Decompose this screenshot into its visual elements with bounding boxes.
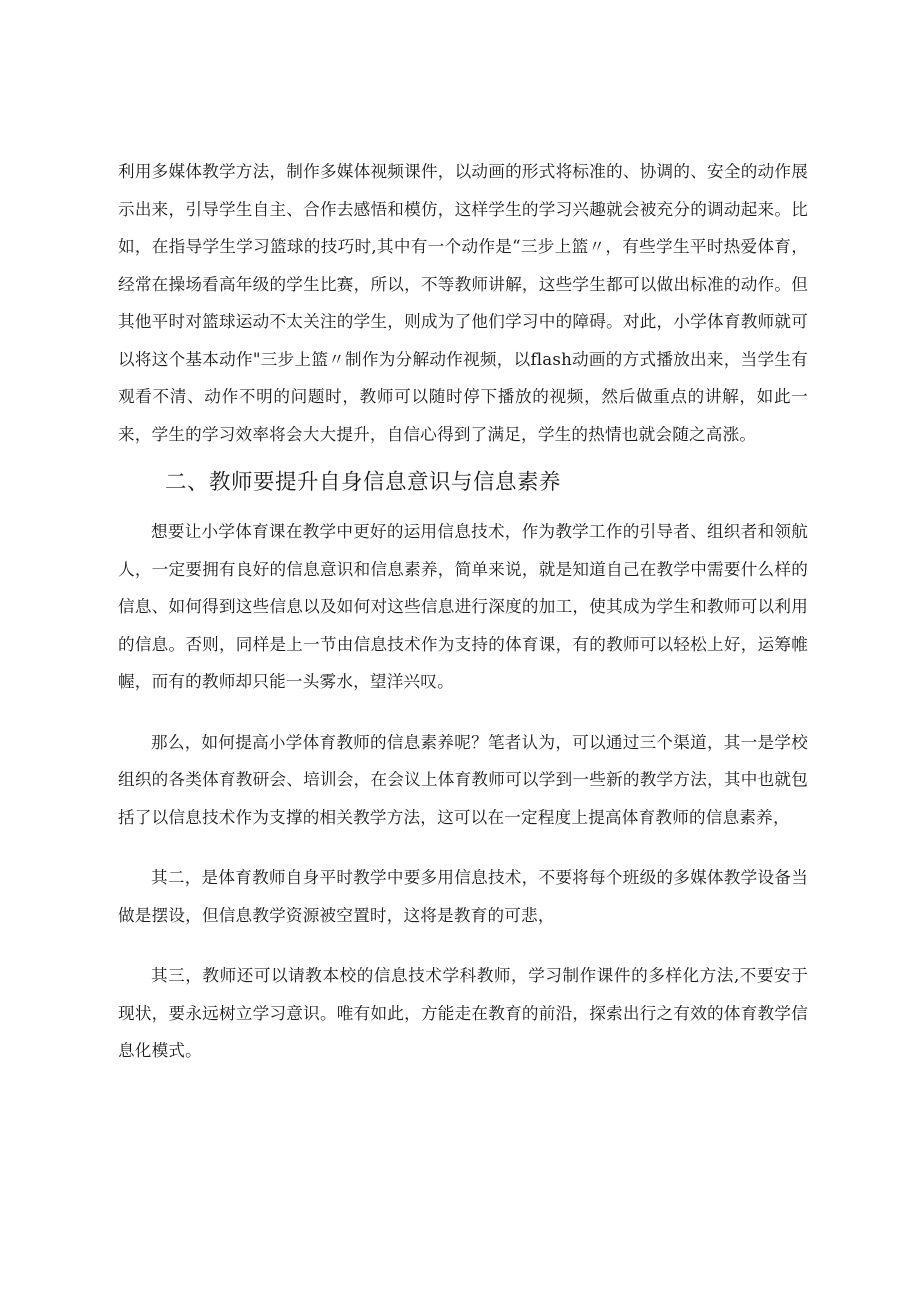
paragraph-information-literacy: 想要让小学体育课在教学中更好的运用信息技术，作为教学工作的引导者、组织者和领航人，一定要拥有良好的信息意识和信息素养，简单来说，就是知道自己在教学中需要什么样的信息、如何得到这些信息以及如何对这些信息进行深度的加工，使其成为学生和教师可以利用的信息。否则，同样是上一节由信息技术作为支持的体育课，有的教师可以轻松上好，运筹帷幄，而有的教师却只能一头雾水，望洋兴叹。 [118, 522, 808, 691]
paragraph-channel-three: 其三，教师还可以请教本校的信息技术学科教师，学习制作课件的多样化方法,不要安于现状，要永远树立学习意识。唯有如此，方能走在教育的前沿，探索出行之有效的体育教学信息化模式。 [118, 966, 808, 1060]
spacer [118, 503, 808, 513]
paragraph-multimedia-teaching: 利用多媒体教学方法，制作多媒体视频课件，以动画的形式将标准的、协调的、安全的动作展示出来，引导学生自主、合作去感悟和模仿，这样学生的学习兴趣就会被充分的调动起来。比如，在指导学生学习篮球的技巧时,其中有一个动作是“三步上篮〃，有些学生平时热爱体育，经常在操场看高年级的学生比赛，所以，不等教师讲解，这些学生都可以做出标准的动作。但其他平时对篮球运动不太关注的学生，则成为了他们学习中的障碍。对此，小学体育教师就可以将这个基本动作"三步上篮〃制作为分解动作视频，以flash动画的方式播放出来，当学生有观看不清、动作不明的问题时，教师可以随时停下播放的视频，然后做重点的讲解，如此一来，学生的学习效率将会大大提升，自信心得到了满足，学生的热情也就会随之高涨。 [118, 162, 808, 444]
document-body [118, 153, 808, 1070]
paragraph-channel-two: 其二，是体育教师自身平时教学中要多用信息技术，不要将每个班级的多媒体教学设备当做是摆设，但信息教学资源被空置时，这将是教育的可悲， [118, 868, 808, 925]
spacer [118, 934, 808, 957]
spacer [118, 453, 808, 463]
section-heading-2: 二、教师要提升自身信息意识与信息素养 [165, 470, 562, 495]
spacer [118, 836, 808, 859]
paragraph-three-channels: 那么，如何提高小学体育教师的信息素养呢？笔者认为，可以通过三个渠道，其一是学校组织的各类体育教研会、培训会，在会议上体育教师可以学到一些新的教学方法，其中也就包括了以信息技术作为支撑的相关教学方法，这可以在一定程度上提高体育教师的信息素养， [118, 732, 808, 827]
spacer [118, 701, 808, 724]
